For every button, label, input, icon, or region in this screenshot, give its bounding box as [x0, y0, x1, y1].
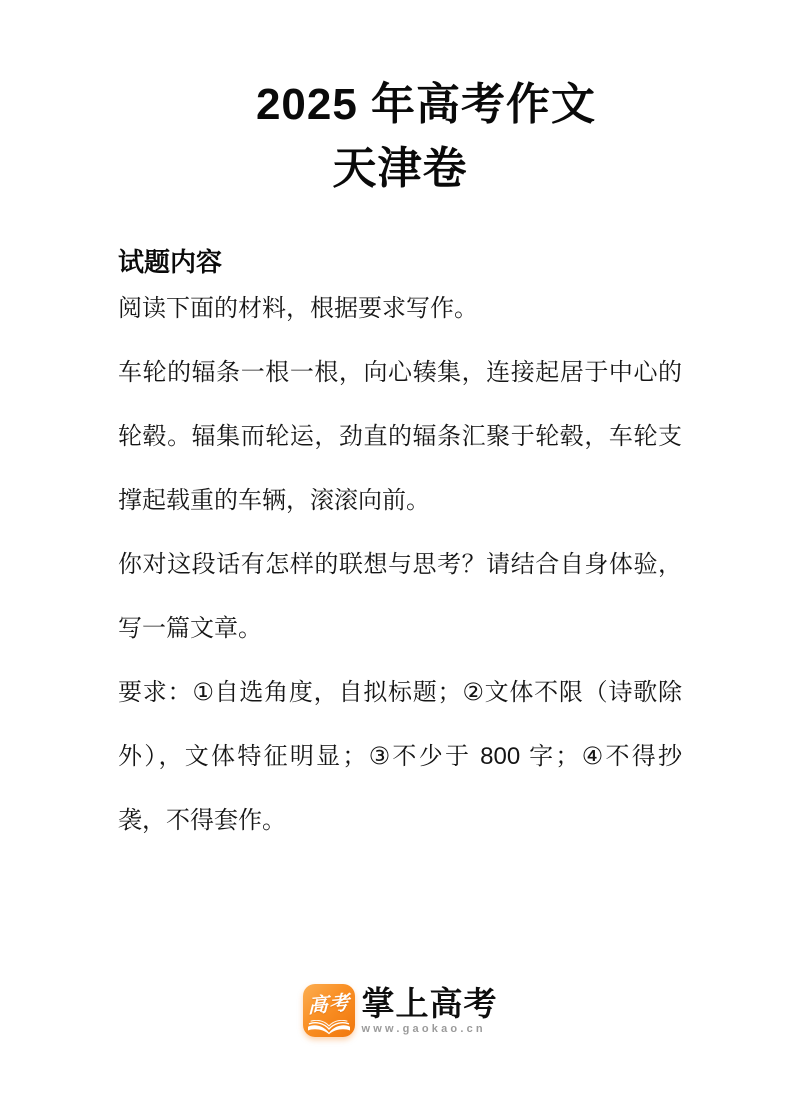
brand-text-block: [361, 984, 498, 1035]
title-line-1: 2025 年高考作文: [255, 80, 597, 129]
title-line-2: 天津卷: [332, 144, 468, 193]
footer-brand: [0, 984, 800, 1037]
open-book-icon: [306, 1020, 352, 1035]
paragraph-prompt: 你对这段话有怎样的联想与思考？请结合自身体验，写一篇文章。: [118, 551, 682, 642]
logo-calligraphy-text: 高考: [307, 990, 350, 1018]
paragraph-material: 车轮的辐条一根一根，向心辏集，连接起居于中心的轮毂。辐集而轮运，劲直的辐条汇聚于轮毂，车轮支撑起载重的车辆，滚滚向前。: [118, 359, 682, 514]
paragraph-intro: 阅读下面的材料，根据要求写作。: [118, 295, 478, 322]
brand-name: 掌上高考: [361, 984, 498, 1022]
gaokao-logo-icon: [303, 984, 355, 1037]
document-title: [0, 0, 800, 201]
section-heading: 试题内容: [118, 247, 223, 277]
paragraph-requirements: 要求：①自选角度，自拟标题；②文体不限（诗歌除外），文体特征明显；③不少于 800 字；④不得抄袭，不得套作。: [118, 679, 682, 834]
brand-url: www.gaokao.cn: [361, 1022, 486, 1035]
document-body: [118, 277, 682, 853]
